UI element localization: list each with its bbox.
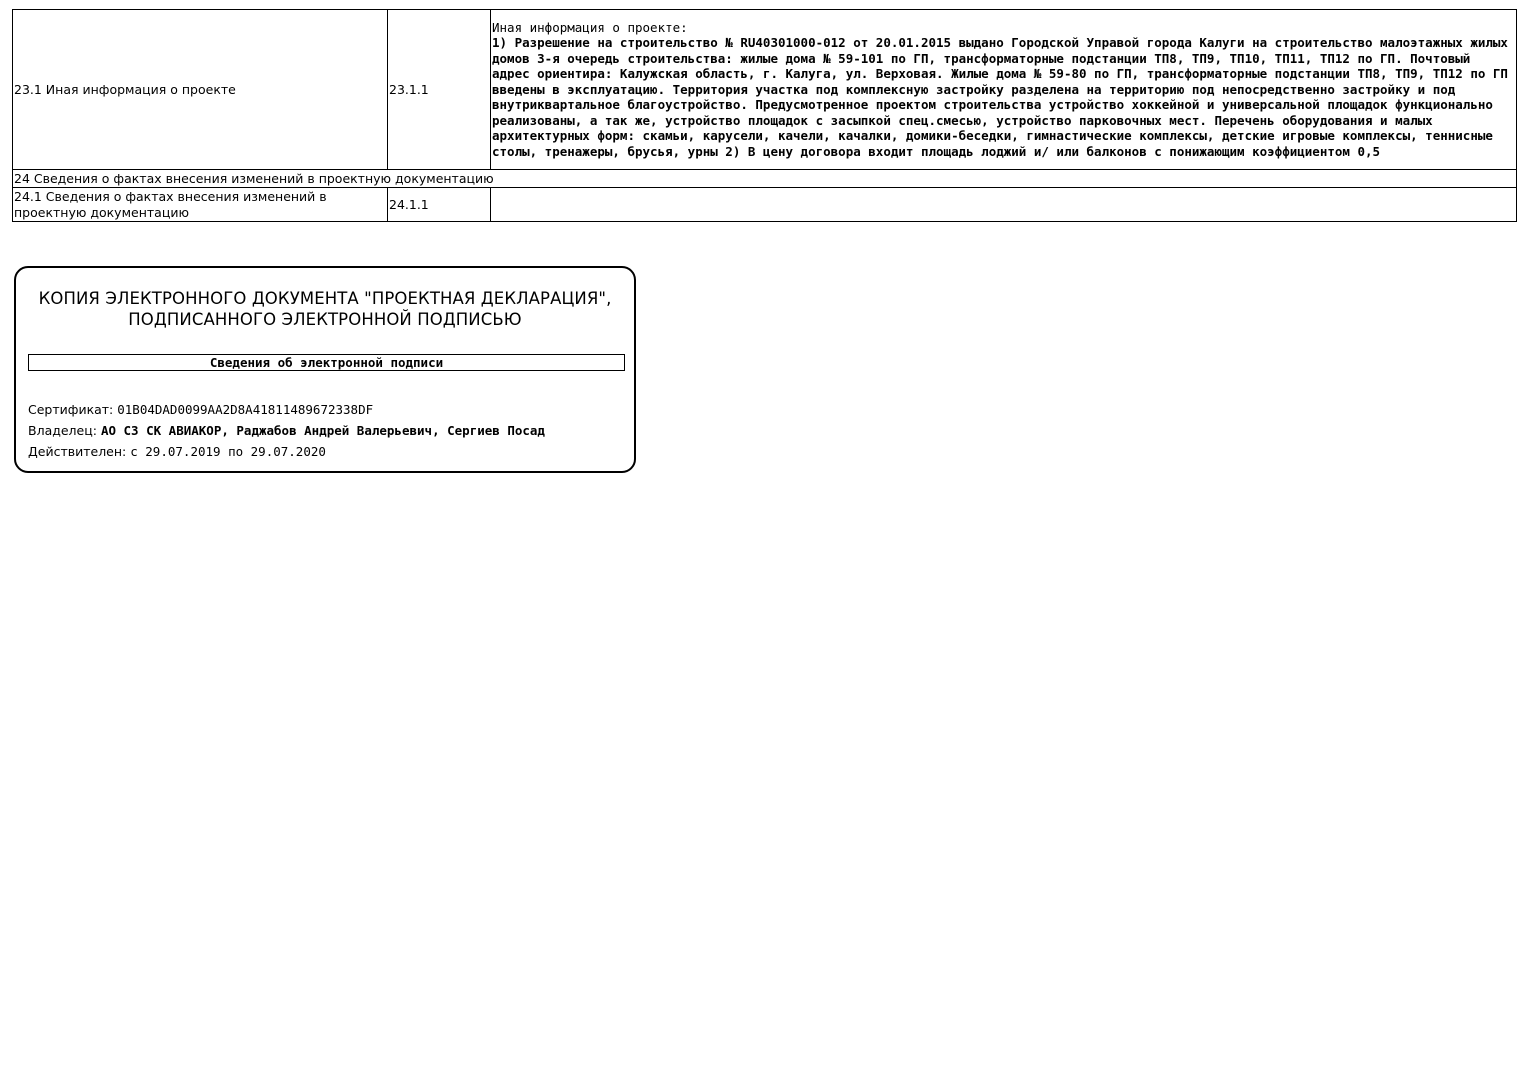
signature-header: Сведения об электронной подписи	[28, 354, 625, 371]
owner-value: АО СЗ СК АВИАКОР, Раджабов Андрей Валерьевич, Сергиев Посад	[100, 423, 545, 438]
table-row-23-1	[13, 10, 1517, 170]
declaration-table	[12, 9, 1517, 222]
value-heading: Иная информация о проекте:	[492, 19, 688, 35]
row-value-cell	[491, 10, 1517, 170]
owner-label: Владелец:	[28, 423, 101, 438]
section-row-24	[13, 170, 1517, 188]
certificate-value: 01B04DAD0099AA2D8A41811489672338DF	[117, 402, 374, 417]
table-row-24-1	[13, 188, 1517, 222]
row-code-cell: 23.1.1	[388, 10, 491, 170]
signature-stamp	[14, 266, 636, 473]
validity-label: Действителен:	[28, 444, 131, 459]
row-name-cell: 23.1 Иная информация о проекте	[13, 10, 388, 170]
owner-line	[28, 423, 545, 439]
validity-value: с 29.07.2019 по 29.07.2020	[130, 444, 326, 459]
signature-title-line1: КОПИЯ ЭЛЕКТРОННОГО ДОКУМЕНТА "ПРОЕКТНАЯ ДЕКЛАРАЦИЯ",	[38, 289, 612, 308]
value-text: 1) Разрешение на строительство № RU40301000-012 от 20.01.2015 выдано Городской Управой города Калуги на строительство малоэтажных жилых домов 3-я очередь строительства: жилые дома № 59-101 по ГП, трансформаторные подстанции ТП8, ТП9, ТП10, ТП11, ТП12 по ГП. Почтовый адрес ориентира: Калужская область, г. Калуга, ул. Верховая. Жилые дома № 59-80 по ГП, трансформаторные подстанции ТП8, ТП9, ТП12 по ГП введены в эксплуатацию. Территория участка под комплексную застройку разделена на территорию под непосредственно застройку и под внутриквартальное благоустройство. Предусмотренное проектом строительства устройство хоккейной и универсальной площадок функционально реализованы, а так же, устройство площадок с засыпкой спец.смесью, устройство парковочных мест. Перечень оборудования и малых архитектурных форм: скамьи, карусели, качели, качалки, домики-беседки, гимнастические комплексы, детские игровые комплексы, теннисные столы, тренажеры, брусья, урны 2) В цену договора входит площадь лоджий и/ или балконов с понижающим коэффициентом 0,5	[492, 35, 1508, 159]
certificate-label: Сертификат:	[28, 402, 118, 417]
row-name-cell: 24.1 Сведения о фактах внесения изменений в проектную документацию	[13, 188, 388, 222]
row-value-cell	[491, 188, 1517, 222]
row-code-cell: 24.1.1	[388, 188, 491, 222]
validity-line	[28, 444, 326, 460]
signature-title	[16, 288, 634, 330]
signature-title-line2: ПОДПИСАННОГО ЭЛЕКТРОННОЙ ПОДПИСЬЮ	[128, 310, 522, 329]
certificate-line	[28, 402, 373, 418]
section-title: 24 Сведения о фактах внесения изменений в проектную документацию	[13, 170, 1517, 188]
